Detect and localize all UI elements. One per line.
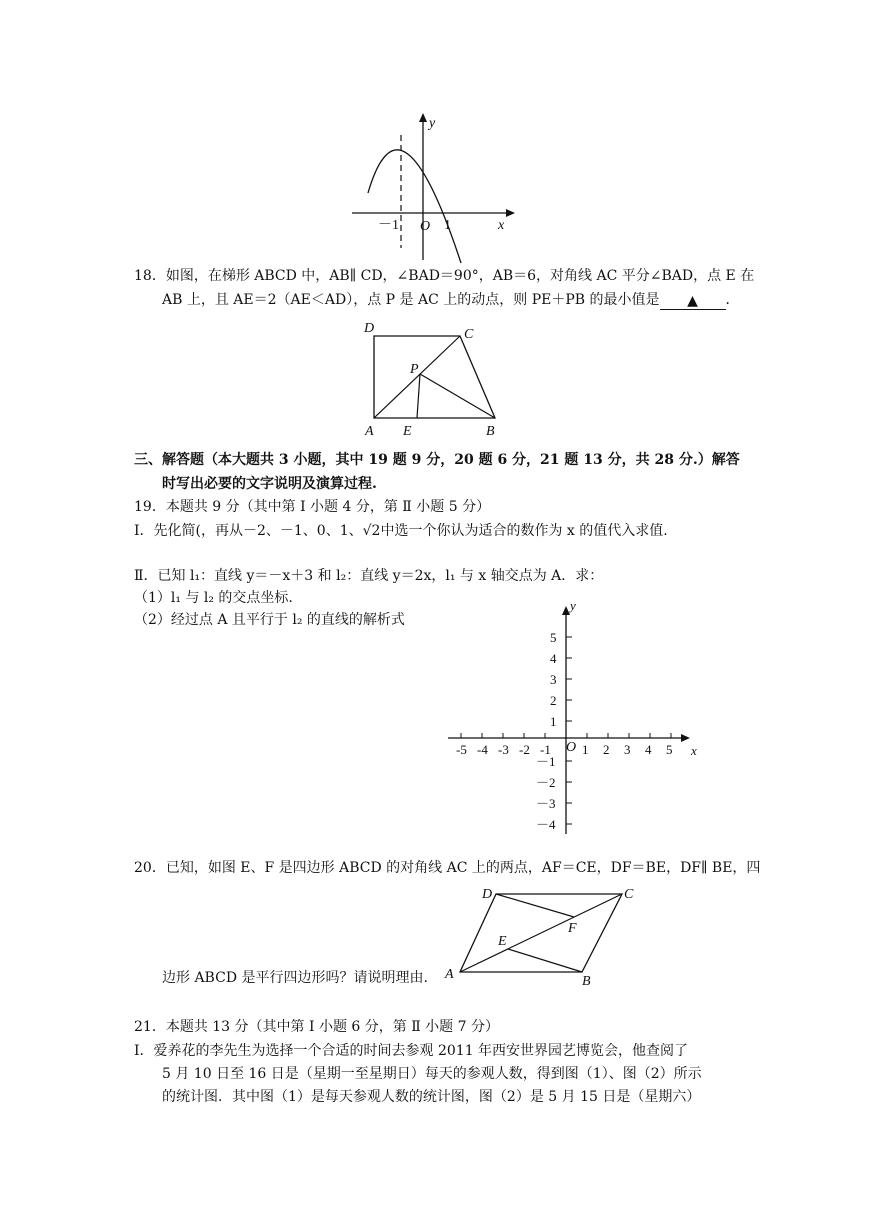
y-tick-label: 4 xyxy=(550,651,557,666)
vertex-C: C xyxy=(464,327,474,342)
q19-sub1: （1）l₁ 与 l₂ 的交点坐标. xyxy=(134,590,293,606)
vertex-A: A xyxy=(365,424,374,439)
point-E: E xyxy=(403,424,412,439)
vertex-C: C xyxy=(624,887,634,902)
q19-sub2: （2）经过点 A 且平行于 l₂ 的直线的解析式 xyxy=(134,612,405,628)
q19-part2: Ⅱ．已知 l₁：直线 y＝－x＋3 和 l₂：直线 y＝2x，l₁ 与 x 轴交点为 A．求： xyxy=(134,568,604,584)
vertex-B: B xyxy=(582,974,591,989)
q19-header: 19．本题共 9 分（其中第 Ⅰ 小题 4 分，第 Ⅱ 小题 5 分） xyxy=(134,499,491,515)
x-axis-label: x xyxy=(498,218,505,233)
q21-line1: Ⅰ．爱养花的李先生为选择一个合适的时间去参观 2011 年西安世界园艺博览会，他查阅了 xyxy=(134,1043,689,1059)
point-P: P xyxy=(410,362,419,377)
x-tick-label: 4 xyxy=(645,742,652,757)
section3-heading-line2: 时写出必要的文字说明及演算过程. xyxy=(162,476,377,492)
q18-line2: AB 上，且 AE＝2（AE＜AD），点 P 是 AC 上的动点，则 PE＋PB 的最小值是 ▲ ． xyxy=(162,292,740,309)
origin-label: O xyxy=(420,219,431,234)
x-tick-label: -5 xyxy=(456,742,467,757)
point-F: F xyxy=(568,921,577,936)
trapezoid-figure xyxy=(360,318,510,438)
q21-line3: 的统计图．其中图（1）是每天参观人数的统计图，图（2）是 5 月 15 日是（星期六） xyxy=(162,1089,701,1105)
sqrt-two: √2 xyxy=(362,523,381,539)
y-tick-label: 1 xyxy=(550,714,557,729)
y-tick-label: 3 xyxy=(550,672,557,687)
q21-line2: 5 月 10 日至 16 日是（星期一至星期日）每天的参观人数，得到图（1）、图（2）所示 xyxy=(162,1066,702,1082)
axis-origin: O xyxy=(566,740,577,755)
coordinate-axes xyxy=(440,598,710,838)
x-tick-label: 2 xyxy=(603,742,610,757)
axis-y-label: y xyxy=(570,598,576,613)
x-tick-label: 5 xyxy=(666,742,673,757)
y-tick-label: －1 xyxy=(536,754,556,769)
q18-line1: 18．如图，在梯形 ABCD 中，AB∥ CD，∠BAD＝90°，AB＝6，对角线 AC 平分∠BAD，点 E 在 xyxy=(134,268,755,284)
q20-line2: 边形 ABCD 是平行四边形吗？请说明理由. xyxy=(162,970,428,986)
q21-header: 21．本题共 13 分（其中第 Ⅰ 小题 6 分，第 Ⅱ 小题 7 分） xyxy=(134,1019,499,1035)
x-tick-label: -2 xyxy=(519,742,530,757)
tick-one: 1 xyxy=(444,218,451,233)
x-tick-label: -3 xyxy=(498,742,509,757)
x-tick-label: -4 xyxy=(477,742,488,757)
q20-line1: 20．已知，如图 E、F 是四边形 ABCD 的对角线 AC 上的两点，AF＝CE，DF＝BE，DF∥ BE，四 xyxy=(134,860,761,876)
x-tick-label: 1 xyxy=(582,742,589,757)
y-tick-label: 5 xyxy=(550,630,557,645)
point-E: E xyxy=(498,934,507,949)
vertex-B: B xyxy=(486,424,495,439)
parabola-figure xyxy=(340,105,530,265)
y-tick-label: －3 xyxy=(536,796,556,811)
vertex-D: D xyxy=(482,887,493,902)
section3-heading-line1: 三、解答题（本大题共 3 小题，其中 19 题 9 分，20 题 6 分，21 题 13 分，共 28 分.）解答 xyxy=(134,452,740,468)
y-tick-label: －4 xyxy=(536,817,556,832)
vertex-D: D xyxy=(364,321,375,336)
answer-blank[interactable] xyxy=(660,291,726,310)
x-tick-label: -1 xyxy=(540,742,551,757)
y-tick-label: 2 xyxy=(550,693,557,708)
x-tick-label: 3 xyxy=(624,742,631,757)
q19-part1: Ⅰ．先化简(，再从－2、－1、0、1、√2中选一个你认为适合的数作为 x 的值代入求值. xyxy=(134,523,668,539)
tick-minus-one: －1 xyxy=(378,218,399,233)
triangle-icon: ▲ xyxy=(687,293,698,309)
y-axis-label: y xyxy=(429,116,436,131)
vertex-A: A xyxy=(445,967,454,982)
axis-x-label: x xyxy=(691,743,697,758)
quadrilateral-figure xyxy=(440,882,640,989)
y-tick-label: －2 xyxy=(536,775,556,790)
